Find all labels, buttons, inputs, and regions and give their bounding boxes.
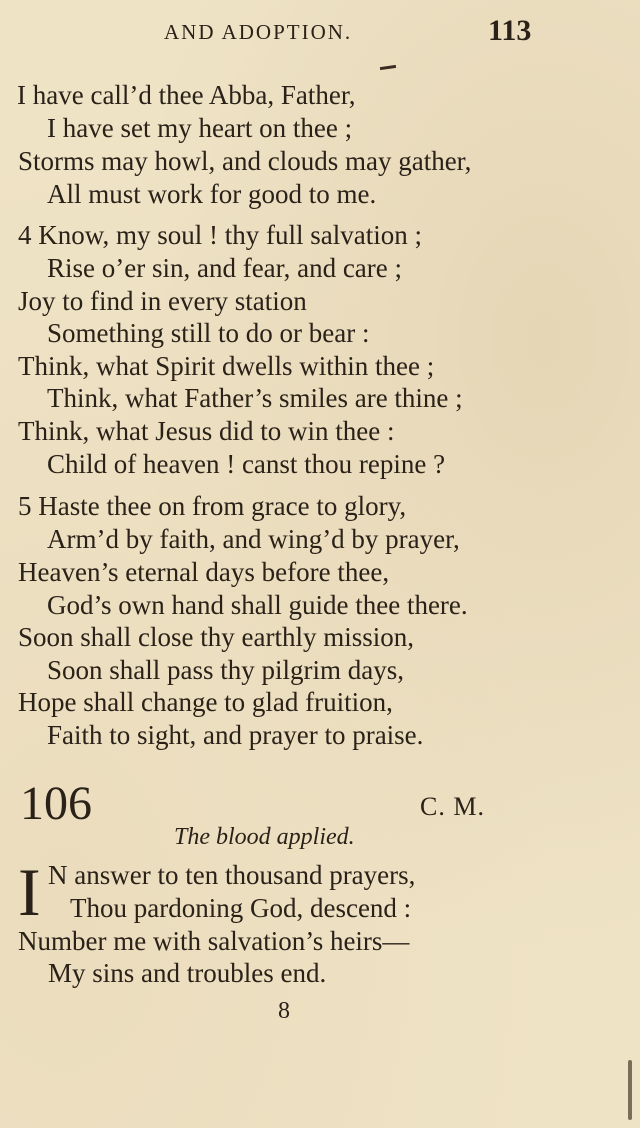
verse-line: Arm’d by faith, and wing’d by prayer, <box>47 524 460 554</box>
verse-line: Soon shall pass thy pilgrim days, <box>47 655 404 685</box>
running-head: AND ADOPTION. <box>164 20 353 44</box>
page-edge-mark <box>628 1060 632 1120</box>
verse-line: Number me with salvation’s heirs— <box>18 926 410 956</box>
verse-line: I have set my heart on thee ; <box>47 113 353 143</box>
verse-line: Thou pardoning God, descend : <box>70 893 412 923</box>
verse-line: My sins and troubles end. <box>48 958 327 988</box>
verse-line: Joy to find in every station <box>18 286 307 316</box>
verse-line: N answer to ten thousand prayers, <box>48 860 416 890</box>
verse-line: All must work for good to me. <box>47 179 377 209</box>
verse-line: Rise o’er sin, and fear, and care ; <box>47 253 403 283</box>
verse-line: Soon shall close thy earthly mission, <box>18 622 414 652</box>
verse-line: Something still to do or bear : <box>47 318 370 348</box>
verse-line: God’s own hand shall guide thee there. <box>47 590 468 620</box>
verse-line: Hope shall change to glad fruition, <box>18 687 393 717</box>
hymn-meter: C. M. <box>420 792 485 821</box>
verse-line: 5 Haste thee on from grace to glory, <box>18 491 407 521</box>
verse-line: I have call’d thee Abba, Father, <box>17 80 356 110</box>
verse-line: Faith to sight, and prayer to praise. <box>47 720 424 750</box>
verse-line: Think, what Spirit dwells within thee ; <box>18 351 435 381</box>
drop-cap: I <box>18 854 41 930</box>
verse-line: Heaven’s eternal days before thee, <box>18 557 390 587</box>
ink-mark <box>380 65 396 70</box>
hymn-title: The blood applied. <box>174 824 355 850</box>
verse-line: Storms may howl, and clouds may gather, <box>18 146 472 176</box>
signature-mark: 8 <box>278 998 290 1024</box>
verse-line: Child of heaven ! canst thou repine ? <box>47 449 446 479</box>
page-number: 113 <box>488 14 532 47</box>
verse-line: Think, what Father’s smiles are thine ; <box>47 383 463 413</box>
verse-line: Think, what Jesus did to win thee : <box>18 416 395 446</box>
verse-line: 4 Know, my soul ! thy full salvation ; <box>18 220 422 250</box>
hymn-number: 106 <box>20 777 92 830</box>
